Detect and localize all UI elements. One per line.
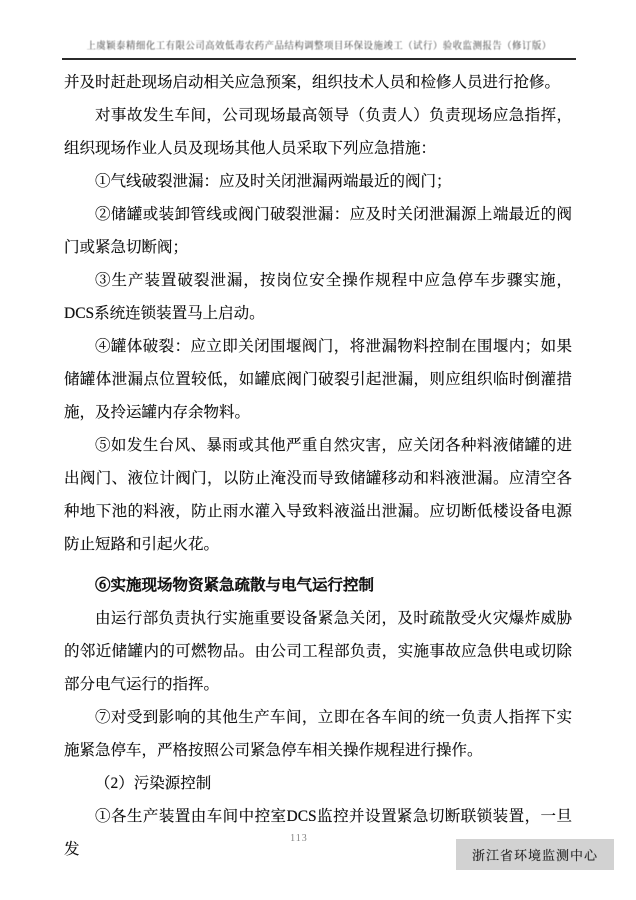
- page-number: 113: [290, 833, 308, 844]
- paragraph-accident-response: 对事故发生车间，公司现场最高领导（负责人）负责现场应急指挥，组织现场作业人员及现场其他人员采取下列应急措施：: [64, 107, 572, 157]
- paragraph-item-7: ⑦对受到影响的其他生产车间，立即在各车间的统一负责人指挥下实施紧急停车，严格按照公司紧急停车相关操作规程进行操作。: [64, 709, 572, 759]
- page-header: [62, 36, 576, 60]
- paragraph-item-4: ④罐体破裂：应立即关闭围堰阀门，将泄漏物料控制在围堰内；如果储罐体泄漏点位置较低，如罐底阀门破裂引起泄漏，则应组织临时倒灌措施，及拎运罐内存余物料。: [64, 338, 572, 421]
- paragraph-item-2: ②储罐或装卸管线或阀门破裂泄漏：应及时关闭泄漏源上端最近的阀门或紧急切断阀；: [64, 206, 572, 256]
- paragraph-section-2-item-1: ①各生产装置由车间中控室DCS监控并设置紧急切断联锁装置，一旦发: [64, 808, 572, 858]
- agency-stamp: 浙江省环境监测中心: [456, 839, 614, 870]
- paragraph-continuation: 并及时赶赴现场启动相关应急预案，组织技术人员和检修人员进行抢修。: [64, 74, 561, 91]
- paragraph-item-6-heading: ⑥实施现场物资紧急疏散与电气运行控制: [95, 577, 375, 594]
- header-title: 上虞颖泰精细化工有限公司高效低毒农药产品结构调整项目环保设施竣工（试行）验收监测报告（修订版）: [86, 41, 552, 53]
- document-body: [64, 66, 572, 866]
- paragraph-item-6-body: 由运行部负责执行实施重要设备紧急关闭，及时疏散受火灾爆炸威胁的邻近储罐内的可燃物品。由公司工程部负责，实施事故应急供电或切除部分电气运行的指挥。: [64, 610, 572, 693]
- paragraph-item-3: ③生产装置破裂泄漏，按岗位安全操作规程中应急停车步骤实施，DCS系统连锁装置马上启动。: [64, 272, 572, 322]
- paragraph-item-5: ⑤如发生台风、暴雨或其他严重自然灾害，应关闭各种料液储罐的进出阀门、液位计阀门，以防止淹没而导致储罐移动和料液泄漏。应清空各种地下池的料液，防止雨水灌入导致料液溢出泄漏。应切断低楼设备电源防止短路和引起火花。: [64, 437, 572, 553]
- paragraph-section-2-heading: （2）污染源控制: [95, 775, 212, 792]
- paragraph-item-1: ①气线破裂泄漏：应及时关闭泄漏两端最近的阀门；: [95, 173, 452, 190]
